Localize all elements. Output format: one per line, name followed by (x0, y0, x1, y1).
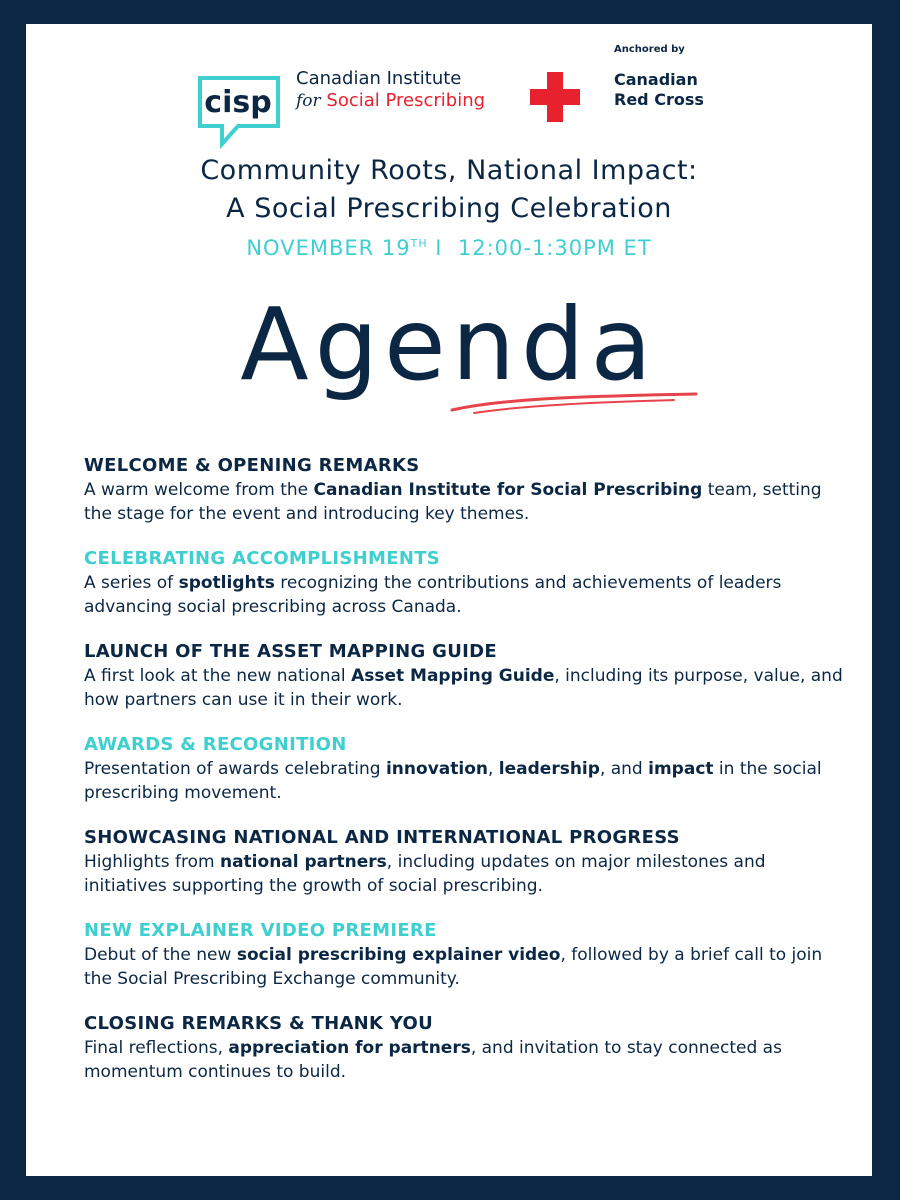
section-description (84, 850, 844, 898)
section-text: , including updates on major milestones and initiatives supporting the growth of social prescribing. (84, 852, 766, 896)
red-cross-line2: Red Cross (614, 90, 704, 109)
section-text: recognizing the contributions and achievements of leaders advancing social prescribing across Canada. (84, 573, 782, 617)
section-description (84, 757, 844, 805)
section-heading: CELEBRATING ACCOMPLISHMENTS (84, 548, 441, 569)
section-text: A first look at the new national (84, 666, 352, 686)
anchored-by-label: Anchored by (614, 44, 685, 55)
cisp-name-social: Social Prescribing (326, 90, 486, 111)
section-bold-text: innovation (385, 759, 488, 779)
red-cross-icon (530, 72, 580, 122)
section-description (84, 1036, 844, 1084)
section-description (84, 664, 844, 712)
section-description (84, 571, 844, 619)
cisp-name-line1: Canadian Institute (296, 68, 462, 89)
cisp-name-for: for (296, 91, 321, 111)
section-bold-text: national partners (219, 852, 387, 872)
section-text: , followed by a brief call to join the Social Prescribing Exchange community. (84, 945, 823, 989)
event-title-line2: A Social Prescribing Celebration (226, 193, 672, 224)
section-heading: SHOWCASING NATIONAL AND INTERNATIONAL PROGRESS (84, 827, 680, 848)
section-description (84, 478, 844, 526)
event-title-line1: Community Roots, National Impact: (200, 155, 698, 186)
section-heading: NEW EXPLAINER VIDEO PREMIERE (84, 920, 437, 941)
date-time: I 12:00-1:30PM ET (427, 236, 652, 260)
section-description (84, 943, 844, 991)
agenda-section (84, 826, 844, 898)
section-heading: AWARDS & RECOGNITION (84, 734, 347, 755)
section-heading: LAUNCH OF THE ASSET MAPPING GUIDE (84, 641, 497, 662)
agenda-heading: Agenda (240, 286, 658, 403)
event-date (26, 236, 872, 260)
section-text: team, setting the stage for the event and introducing key themes. (84, 480, 822, 524)
section-text: in the social prescribing movement. (84, 759, 822, 803)
section-text: Highlights from (84, 852, 220, 872)
agenda-section (84, 454, 844, 526)
agenda-section (84, 547, 844, 619)
section-text: , (487, 759, 499, 779)
section-bold-text: Asset Mapping Guide (351, 666, 555, 686)
date-suffix: TH (410, 237, 428, 250)
cisp-logo-text: cisp (204, 85, 272, 120)
section-bold-text: impact (648, 759, 714, 779)
section-bold-text: spotlights (178, 573, 275, 593)
section-text: A series of (84, 573, 179, 593)
cisp-name-line2 (296, 90, 485, 112)
agenda-sections (84, 454, 844, 1105)
date-month-day: NOVEMBER 19 (246, 236, 411, 260)
agenda-section (84, 1012, 844, 1084)
agenda-section (84, 640, 844, 712)
section-text: A warm welcome from the (84, 480, 314, 500)
cisp-logo (194, 64, 284, 154)
red-cross-line1: Canadian (614, 70, 698, 89)
section-text: Debut of the new (84, 945, 237, 965)
agenda-section (84, 733, 844, 805)
agenda-card (26, 24, 872, 1176)
event-title (26, 152, 872, 228)
section-text: Final reflections, (84, 1038, 229, 1058)
section-text: , and (599, 759, 649, 779)
cisp-name (296, 68, 485, 112)
section-bold-text: leadership (498, 759, 600, 779)
section-text: , and invitation to stay connected as momentum continues to build. (84, 1038, 782, 1082)
section-bold-text: social prescribing explainer video (236, 945, 561, 965)
section-text: , including its purpose, value, and how partners can use it in their work. (84, 666, 843, 710)
section-heading: WELCOME & OPENING REMARKS (84, 455, 420, 476)
red-cross-name (614, 70, 704, 110)
section-text: Presentation of awards celebrating (84, 759, 386, 779)
section-bold-text: appreciation for partners (228, 1038, 471, 1058)
section-heading: CLOSING REMARKS & THANK YOU (84, 1013, 434, 1034)
agenda-section (84, 919, 844, 991)
red-underline-stroke (444, 388, 704, 418)
section-bold-text: Canadian Institute for Social Prescribing (313, 480, 703, 500)
